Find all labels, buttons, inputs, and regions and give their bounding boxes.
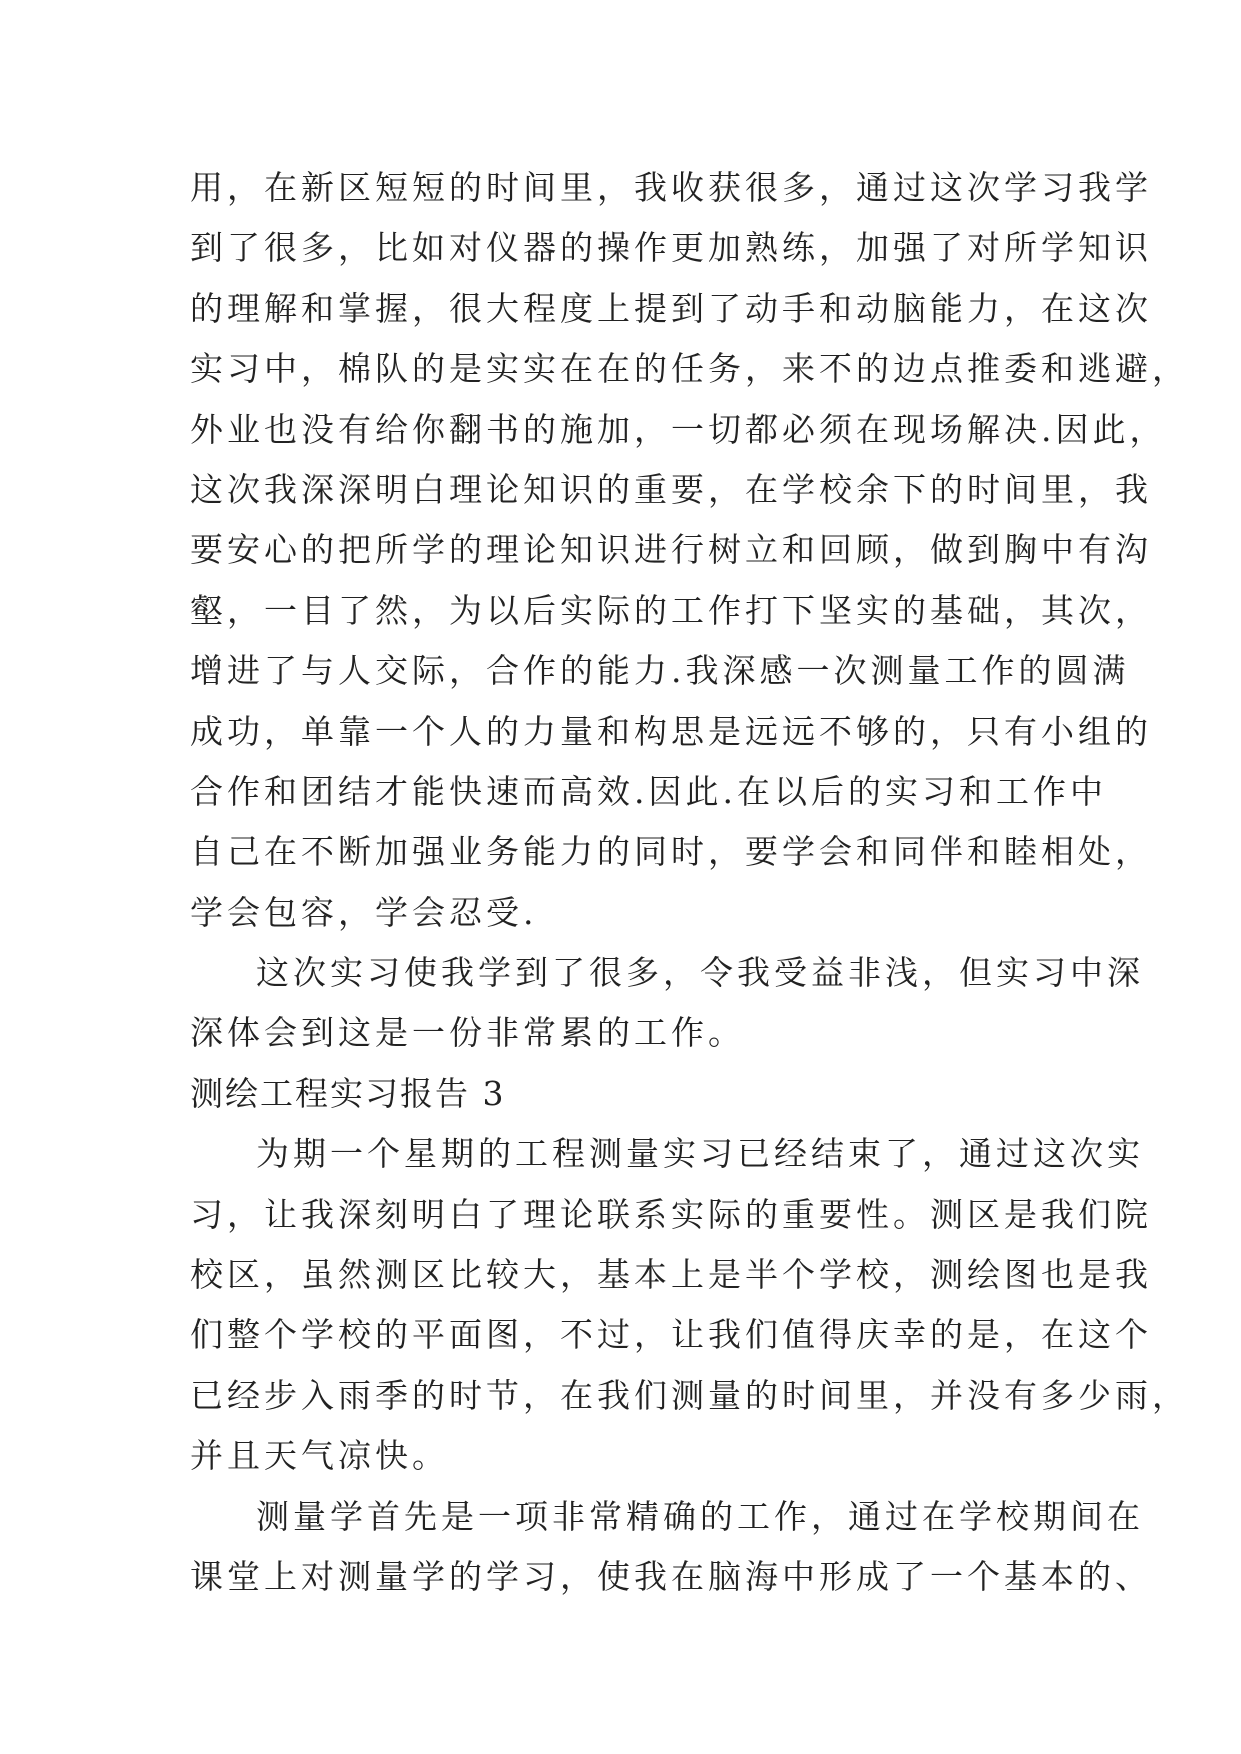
text-line: 并且天气凉快。: [190, 1436, 449, 1476]
text-line: 校区，虽然测区比较大，基本上是半个学校，测绘图也是我: [190, 1255, 1152, 1295]
text-line: 的理解和掌握，很大程度上提到了动手和动脑能力，在这次: [190, 288, 1152, 328]
text-line: 用，在新区短短的时间里，我收获很多，通过这次学习我学: [190, 168, 1152, 207]
text-line: 合作和团结才能快速而高效.因此.在以后的实习和工作中: [190, 771, 1107, 811]
text-line: 实习中，棉队的是实实在在的任务，来不的边点推委和逃避，: [190, 349, 1189, 389]
text-line: 到了很多，比如对仪器的操作更加熟练，加强了对所学知识: [190, 228, 1152, 268]
text-line: 自己在不断加强业务能力的同时，要学会和同伴和睦相处，: [190, 832, 1152, 872]
section-heading: 测绘工程实习报告 3: [190, 1073, 506, 1113]
text-line: 学会包容，学会忍受.: [190, 892, 538, 932]
text-line: 课堂上对测量学的学习，使我在脑海中形成了一个基本的、: [190, 1556, 1152, 1596]
text-line: 习，让我深刻明白了理论联系实际的重要性。测区是我们院: [190, 1194, 1152, 1234]
body-text: [190, 158, 1189, 1607]
paragraph-first-line: 测量学首先是一项非常精确的工作，通过在学校期间在: [256, 1496, 1144, 1536]
text-line: 们整个学校的平面图，不过，让我们值得庆幸的是，在这个: [190, 1315, 1152, 1355]
text-line: 增进了与人交际，合作的能力.我深感一次测量工作的圆满: [190, 651, 1130, 691]
text-line: 外业也没有给你翻书的施加，一切都必须在现场解决.因此，: [190, 409, 1167, 449]
text-line: 这次我深深明白理论知识的重要，在学校余下的时间里，我: [190, 469, 1152, 509]
text-line: 成功，单靠一个人的力量和构思是远远不够的，只有小组的: [190, 711, 1152, 751]
text-line: 深体会到这是一份非常累的工作。: [190, 1013, 745, 1053]
paragraph-first-line: 这次实习使我学到了很多，令我受益非浅，但实习中深: [256, 953, 1144, 993]
paragraph-first-line: 为期一个星期的工程测量实习已经结束了，通过这次实: [256, 1134, 1144, 1174]
text-line: 已经步入雨季的时节，在我们测量的时间里，并没有多少雨，: [190, 1375, 1189, 1415]
text-line: 壑，一目了然，为以后实际的工作打下坚实的基础，其次，: [190, 590, 1152, 630]
text-line: 要安心的把所学的理论知识进行树立和回顾，做到胸中有沟: [190, 530, 1152, 570]
